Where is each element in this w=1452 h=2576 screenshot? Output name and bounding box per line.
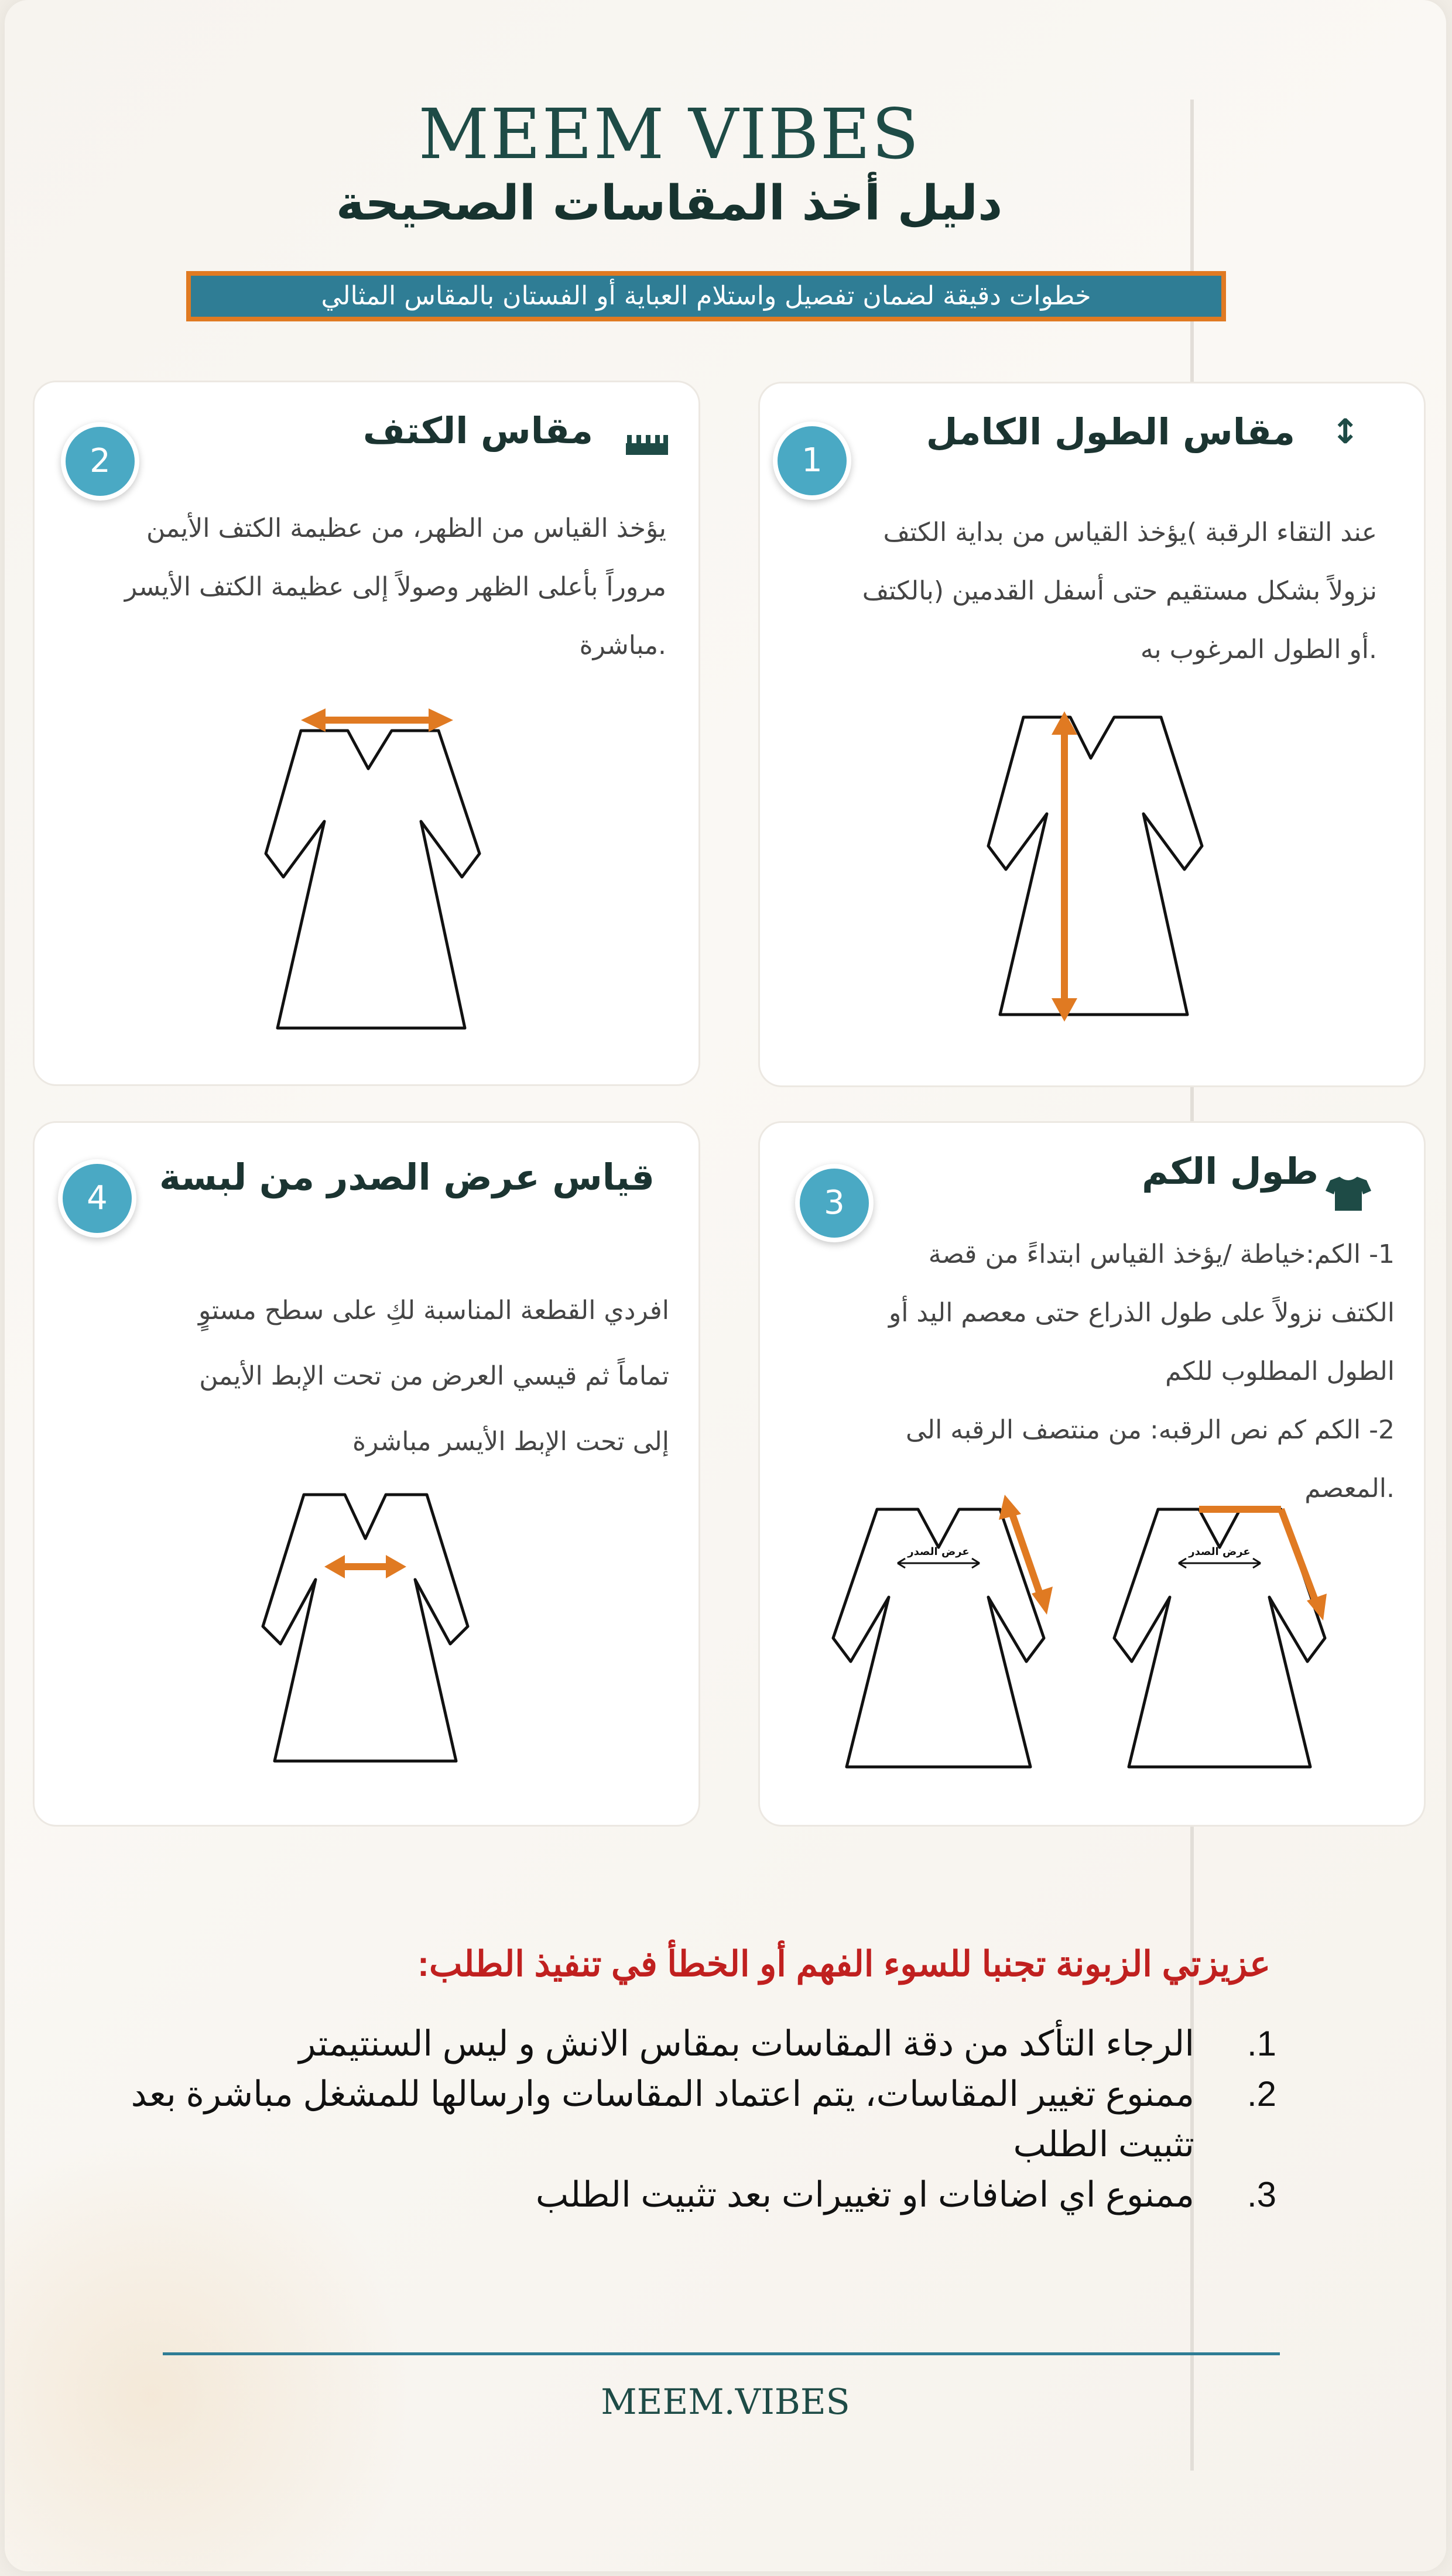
note-text: ممنوع اي اضافات او تغييرات بعد تثبيت الطلب — [535, 2175, 1194, 2214]
description-line: الطول المطلوب للكم — [1165, 1356, 1395, 1386]
dress-shoulder-diagram — [254, 707, 500, 1035]
dress-sleeve-diagram-1 — [824, 1498, 1082, 1790]
note-number: 3. — [1246, 2175, 1276, 2214]
description-line: يؤخذ القياس من الظهر، من عظيمة الكتف الأيمن — [146, 513, 666, 543]
note-text: ممنوع تغيير المقاسات، يتم اعتماد المقاسات وارسالها للمشغل مباشرة بعد تثبيت الطلب — [131, 2074, 1194, 2164]
card-title: قياس عرض الصدر من لبسة — [159, 1156, 655, 1198]
up-down-arrow-icon: ↕ — [1331, 412, 1359, 451]
description-line: عند التقاء الرقبة )يؤخذ القياس من بداية الكتف — [883, 518, 1377, 547]
description-line: .أو الطول المرغوب به — [1140, 635, 1377, 664]
card-title: مقاس الطول الكامل — [926, 410, 1295, 453]
card-title: طول الكم — [1142, 1150, 1319, 1193]
dress-length-diagram — [977, 711, 1222, 1039]
brand-title: MEEM VIBES — [418, 94, 920, 174]
note-item — [76, 2069, 1276, 2170]
description-line: افردي القطعة المناسبة لكِ على سطح مستوٍ — [198, 1296, 669, 1325]
description-line: .مباشرة — [579, 631, 666, 660]
step-number-badge: 2 — [61, 422, 139, 501]
note-text: الرجاء التأكد من دقة المقاسات بمقاس الانش و ليس السنتيمتر — [299, 2024, 1194, 2063]
description-line: مروراً بأعلى الظهر وصولاً إلى عظيمة الكتف الأيسر — [124, 572, 666, 602]
page — [5, 0, 1446, 2571]
step-number-badge: 3 — [795, 1164, 874, 1242]
note-item — [76, 2019, 1276, 2069]
card-full-length — [758, 382, 1426, 1087]
footer-brand: MEEM.VIBES — [601, 2382, 850, 2423]
description-line: الكتف نزولاً على طول الذراع حتى معصم اليد أو — [888, 1298, 1395, 1328]
description-line: 2- الكم كم نص الرقبه: من منتصف الرقبه الى — [906, 1415, 1395, 1445]
card-sleeve-length — [758, 1121, 1426, 1827]
description-line: إلى تحت الإبط الأيسر مباشرة — [352, 1427, 669, 1457]
notes-warning-title: عزيزتي الزبونة تجنبا للسوء الفهم أو الخطأ في تنفيذ الطلب: — [417, 1944, 1270, 1984]
description-line: تماماً ثم قيسي العرض من تحت الإبط الأيمن — [199, 1361, 669, 1391]
card-description — [768, 503, 1377, 679]
ruler-icon — [626, 435, 668, 455]
card-description — [37, 1278, 669, 1475]
description-line: .المعصم — [1304, 1474, 1395, 1503]
card-shoulder — [33, 381, 700, 1086]
card-description — [762, 1225, 1395, 1518]
note-number: 2. — [1246, 2074, 1276, 2113]
footer-divider — [163, 2352, 1280, 2355]
notes-list — [76, 2019, 1276, 2220]
dress-chest-diagram — [257, 1486, 491, 1779]
diagram-label-chest-width: عرض الصدر — [1189, 1546, 1251, 1558]
description-line: نزولاً بشكل مستقيم حتى أسفل القدمين (بالكتف — [862, 576, 1377, 606]
note-number: 1. — [1246, 2024, 1276, 2063]
description-line: 1- الكم:خياطة /يؤخذ القياس ابتداءً من قصة — [928, 1239, 1395, 1269]
page-title: دليل أخذ المقاسات الصحيحة — [335, 176, 1003, 231]
step-number-badge: 4 — [58, 1159, 136, 1238]
card-title: مقاس الكتف — [362, 409, 593, 452]
subtitle-banner: خطوات دقيقة لضمان تفصيل واستلام العباية أو الفستان بالمقاس المثالي — [186, 271, 1226, 321]
dress-sleeve-diagram-2 — [1111, 1498, 1369, 1790]
note-item — [76, 2170, 1276, 2220]
card-chest-width — [33, 1121, 700, 1827]
card-description — [34, 499, 666, 675]
tshirt-icon — [1326, 1176, 1371, 1212]
diagram-label-chest-width: عرض الصدر — [908, 1546, 970, 1558]
step-number-badge: 1 — [773, 422, 851, 500]
